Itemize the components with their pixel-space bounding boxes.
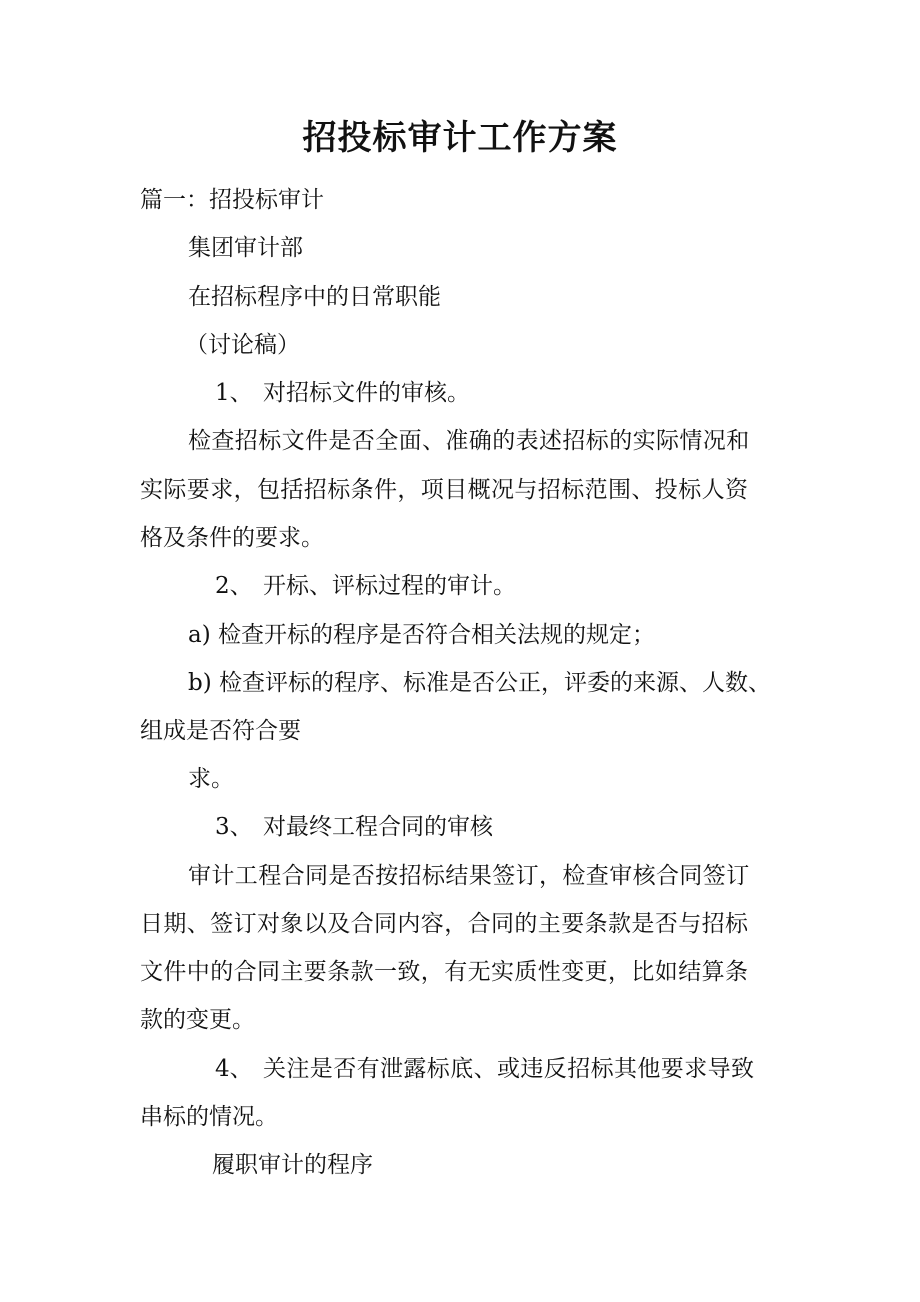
paragraph-line: 日期、签订对象以及合同内容，合同的主要条款是否与招标	[140, 911, 749, 937]
item-2-heading	[215, 571, 516, 601]
paragraph-line: 串标的情况。	[140, 1104, 278, 1130]
draft-note: （讨论稿）	[185, 332, 300, 358]
item-number: 4、	[215, 1056, 253, 1082]
document-title: 招投标审计工作方案	[302, 118, 618, 158]
paragraph-line: 文件中的合同主要条款一致，有无实质性变更，比如结算条	[140, 959, 749, 985]
item-text: 对招标文件的审核。	[263, 380, 470, 406]
department-line: 集团审计部	[188, 235, 303, 261]
paragraph-line: 格及条件的要求。	[140, 525, 324, 551]
paragraph-line: 款的变更。	[140, 1007, 255, 1033]
paragraph-line: 组成是否符合要	[140, 718, 301, 744]
paragraph-line: 审计工程合同是否按招标结果签订，检查审核合同签订	[188, 863, 750, 889]
item-number: 1、	[215, 380, 253, 406]
item-text: 关注是否有泄露标底、或违反招标其他要求导致	[263, 1056, 755, 1082]
item-number: 3、	[215, 814, 253, 840]
paragraph-line: 求。	[188, 766, 234, 792]
section-heading: 篇一：招投标审计	[140, 187, 324, 213]
item-number: 2、	[215, 573, 253, 599]
subtitle-line: 在招标程序中的日常职能	[188, 284, 441, 310]
item-4-heading	[215, 1054, 754, 1084]
sub-item-b: b) 检查评标的程序、标准是否公正，评委的来源、人数、	[188, 670, 772, 696]
section-subheading: 履职审计的程序	[212, 1152, 373, 1178]
item-text: 开标、评标过程的审计。	[263, 573, 516, 599]
paragraph-line: 检查招标文件是否全面、准确的表述招标的实际情况和	[188, 428, 750, 454]
item-3-heading	[215, 812, 493, 842]
paragraph-line: 实际要求，包括招标条件，项目概况与招标范围、投标人资	[140, 477, 749, 503]
item-1-heading	[215, 378, 470, 408]
item-text: 对最终工程合同的审核	[263, 814, 493, 840]
sub-item-a: a) 检查开标的程序是否符合相关法规的规定；	[188, 622, 655, 648]
